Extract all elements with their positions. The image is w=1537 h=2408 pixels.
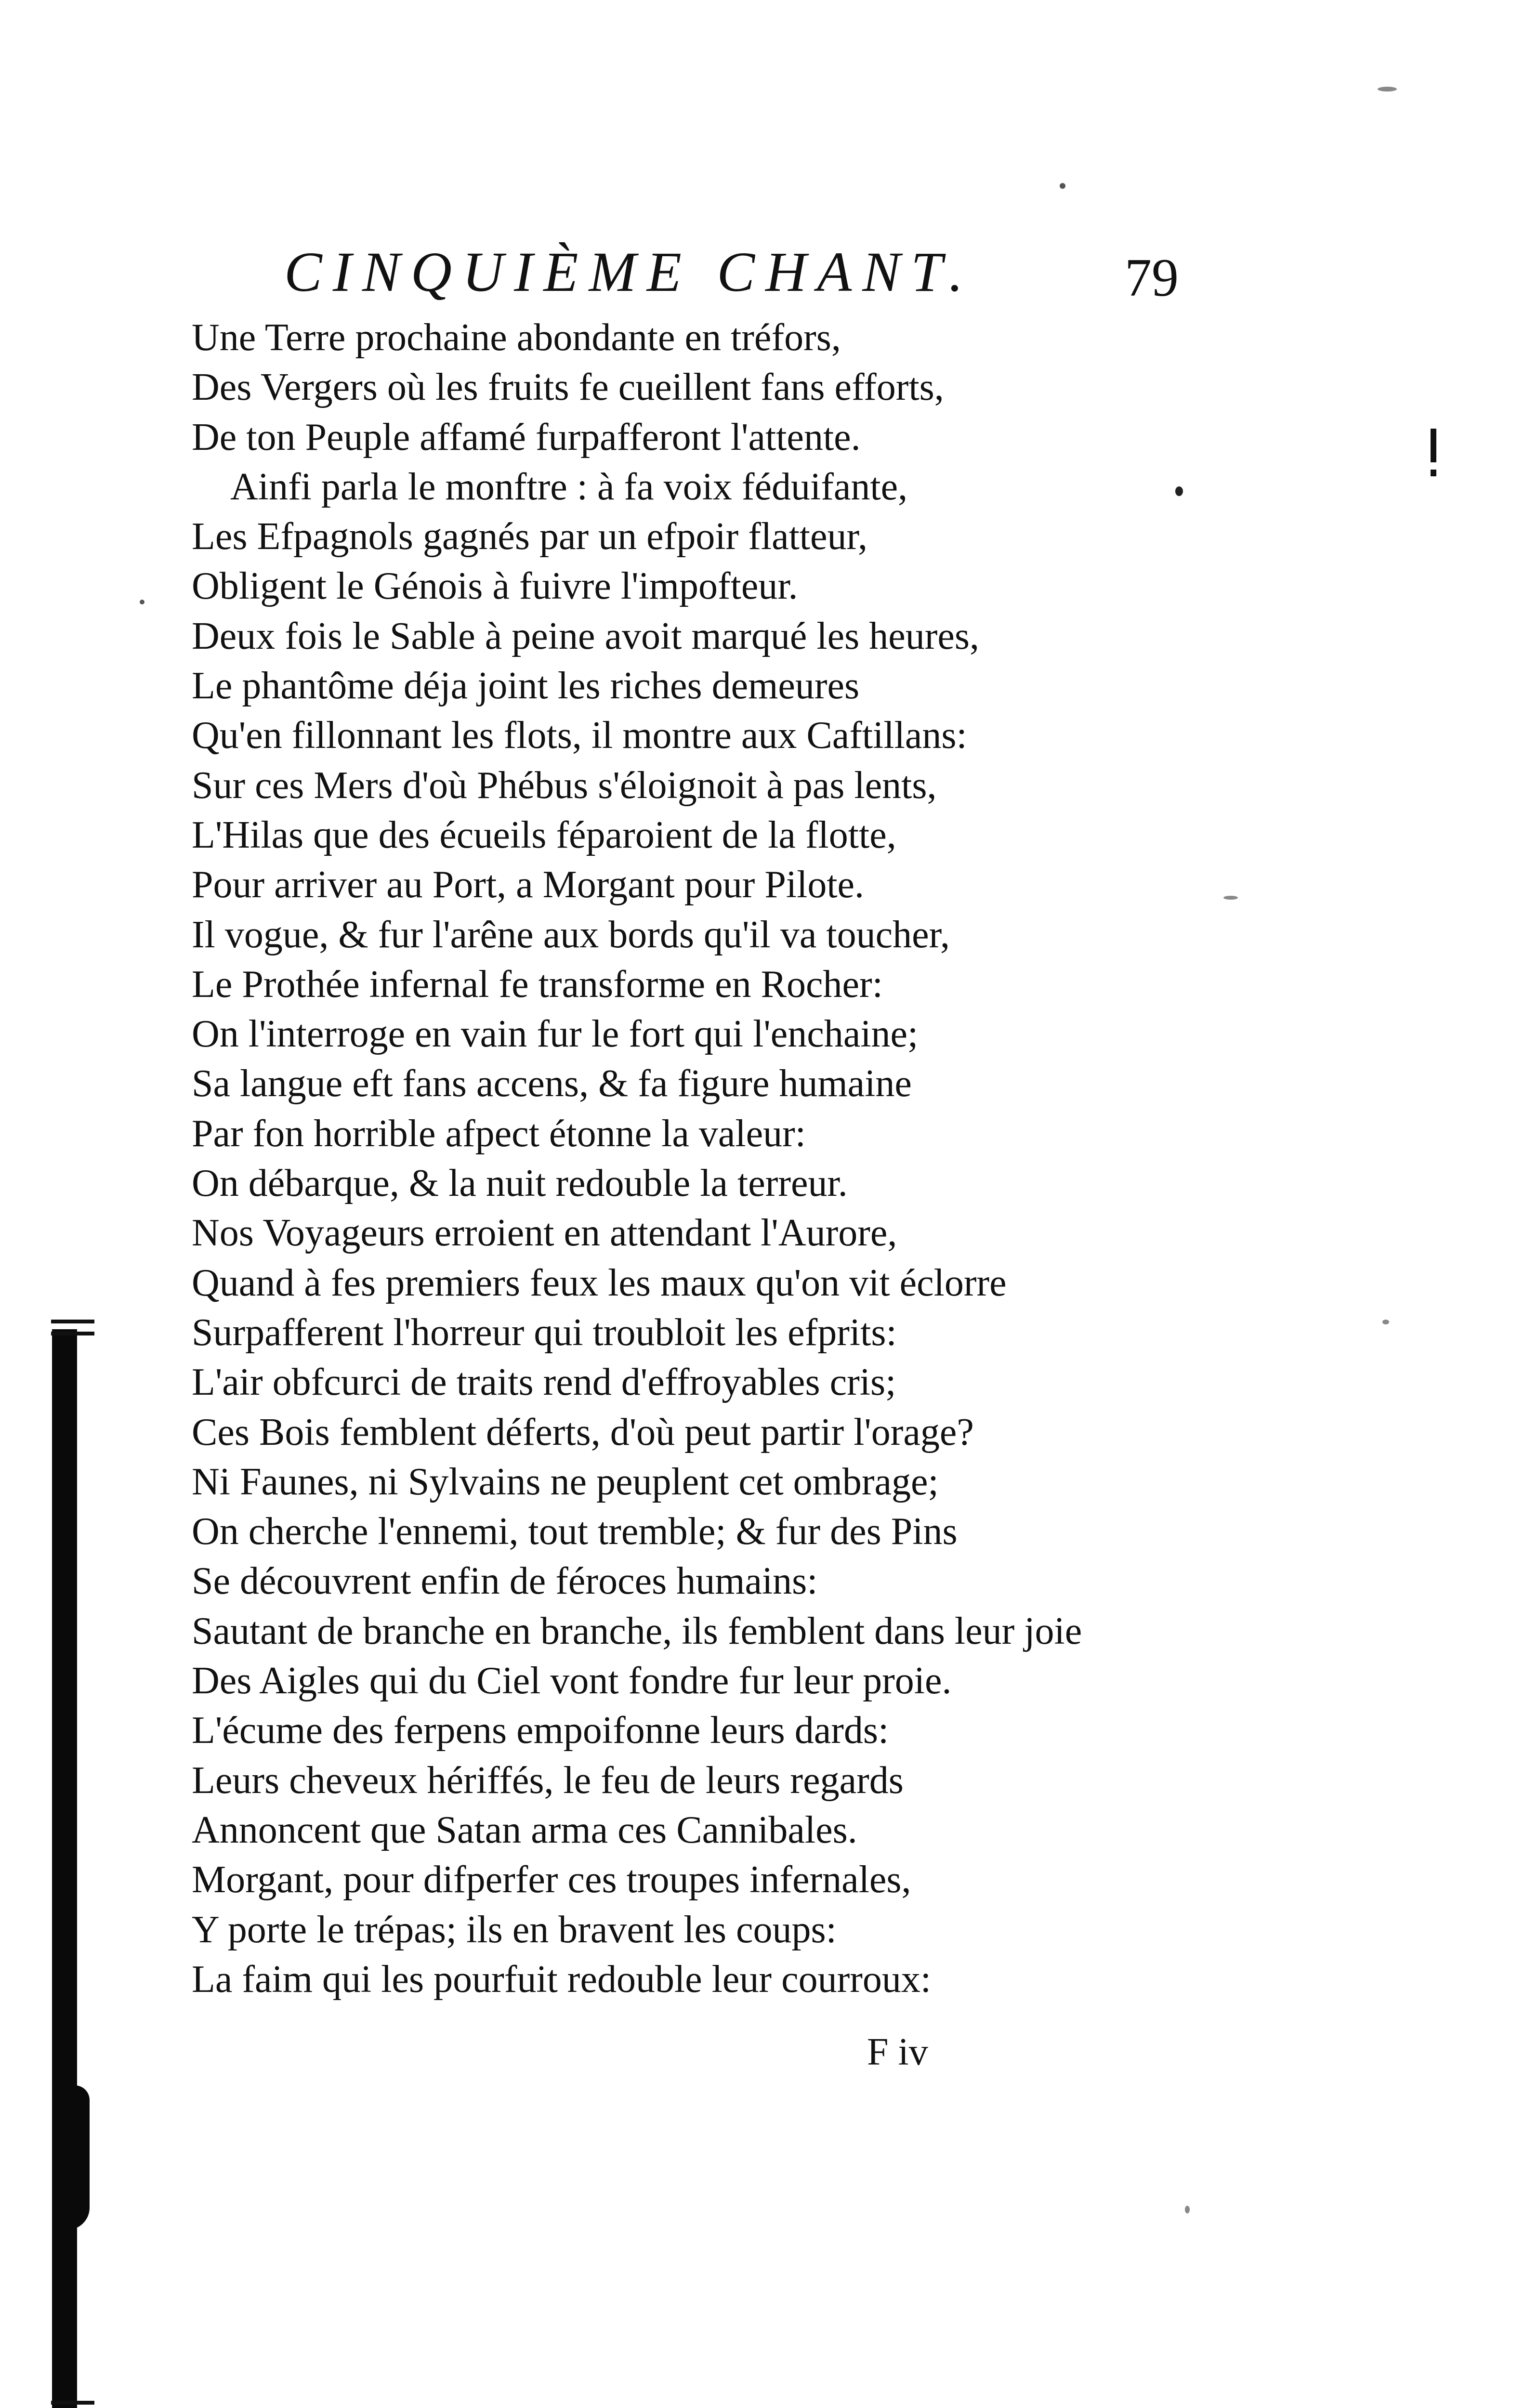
verse-line: Obligent le Génois à fuivre l'impofteur. (192, 565, 798, 608)
verse-line: L'écume des ferpens empoifonne leurs dards: (192, 1709, 889, 1752)
verse-line: De ton Peuple affamé furpafferont l'attente. (192, 416, 861, 458)
verse-line: Annoncent que Satan arma ces Cannibales. (192, 1808, 857, 1851)
verse-line: Pour arriver au Port, a Morgant pour Pilote. (192, 864, 865, 906)
gutter-tick-mark (51, 1332, 94, 1335)
verse-line: Une Terre prochaine abondante en tréfors, (192, 316, 841, 359)
page-gutter-shadow (52, 1329, 77, 2408)
verse-line: Il vogue, & fur l'arêne aux bords qu'il va toucher, (192, 913, 950, 956)
running-head (284, 240, 1248, 308)
ink-speck (1378, 87, 1397, 92)
verse-line: Ni Faunes, ni Sylvains ne peuplent cet ombrage; (192, 1460, 939, 1503)
gutter-tick-mark (51, 1320, 94, 1323)
verse-line: Le phantôme déja joint les riches demeures (192, 665, 860, 707)
verse-line: La faim qui les pourfuit redouble leur courroux: (192, 1958, 932, 2001)
signature-mark: F iv (867, 2031, 928, 2073)
chapter-title: CINQUIÈME CHANT. (284, 240, 974, 303)
verse-line: Nos Voyageurs erroient en attendant l'Aurore, (192, 1212, 897, 1255)
verse-line: Qu'en fillonnant les flots, il montre aux Caftillans: (192, 714, 967, 757)
verse-line: Sa langue eft fans accens, & fa figure humaine (192, 1062, 912, 1105)
verse-line: Se découvrent enfin de féroces humains: (192, 1560, 818, 1603)
verse-line: Le Prothée infernal fe transforme en Rocher: (192, 963, 883, 1006)
verse-line: L'Hilas que des écueils féparoient de la flotte, (192, 813, 896, 856)
verse-line: Les Efpagnols gagnés par un efpoir flatteur, (192, 515, 867, 558)
ink-speck (1060, 183, 1065, 189)
verse-line: Surpafferent l'horreur qui troubloit les efprits: (192, 1311, 897, 1354)
verse-line: Y porte le trépas; ils en bravent les coups: (192, 1908, 837, 1951)
verse-line: On débarque, & la nuit redouble la terreur. (192, 1162, 848, 1205)
ink-speck (1185, 2206, 1190, 2213)
verse-line: Deux fois le Sable à peine avoit marqué les heures, (192, 615, 979, 657)
verse-line: On l'interroge en vain fur le fort qui l'enchaine; (192, 1013, 919, 1056)
page-gutter-bulge (67, 2085, 90, 2230)
verse-line: L'air obfcurci de traits rend d'effroyables cris; (192, 1361, 896, 1404)
verse-line: Des Aigles qui du Ciel vont fondre fur leur proie. (192, 1660, 952, 1702)
ink-speck (140, 600, 145, 604)
verse-line: Sur ces Mers d'où Phébus s'éloignoit à pas lents, (192, 764, 937, 807)
verse-line: On cherche l'ennemi, tout tremble; & fur des Pins (192, 1510, 958, 1553)
gutter-tick-mark (51, 2401, 94, 2405)
verse-line: Sautant de branche en branche, ils femblent dans leur joie (192, 1610, 1082, 1652)
verse-line: Quand à fes premiers feux les maux qu'on vit éclorre (192, 1261, 1007, 1304)
verse-line: Par fon horrible afpect étonne la valeur: (192, 1112, 806, 1155)
verse-line: Des Vergers où les fruits fe cueillent fans efforts, (192, 366, 944, 409)
verse-line: Ainfi parla le monftre : à fa voix féduifante, (230, 465, 908, 508)
verse-line: Leurs cheveux hériffés, le feu de leurs regards (192, 1759, 904, 1802)
verse-line: Morgant, pour difperfer ces troupes infernales, (192, 1858, 911, 1901)
verse-line: Ces Bois femblent déferts, d'où peut partir l'orage? (192, 1411, 974, 1453)
poem-text (192, 313, 1468, 2004)
page-number: 79 (1125, 248, 1179, 308)
